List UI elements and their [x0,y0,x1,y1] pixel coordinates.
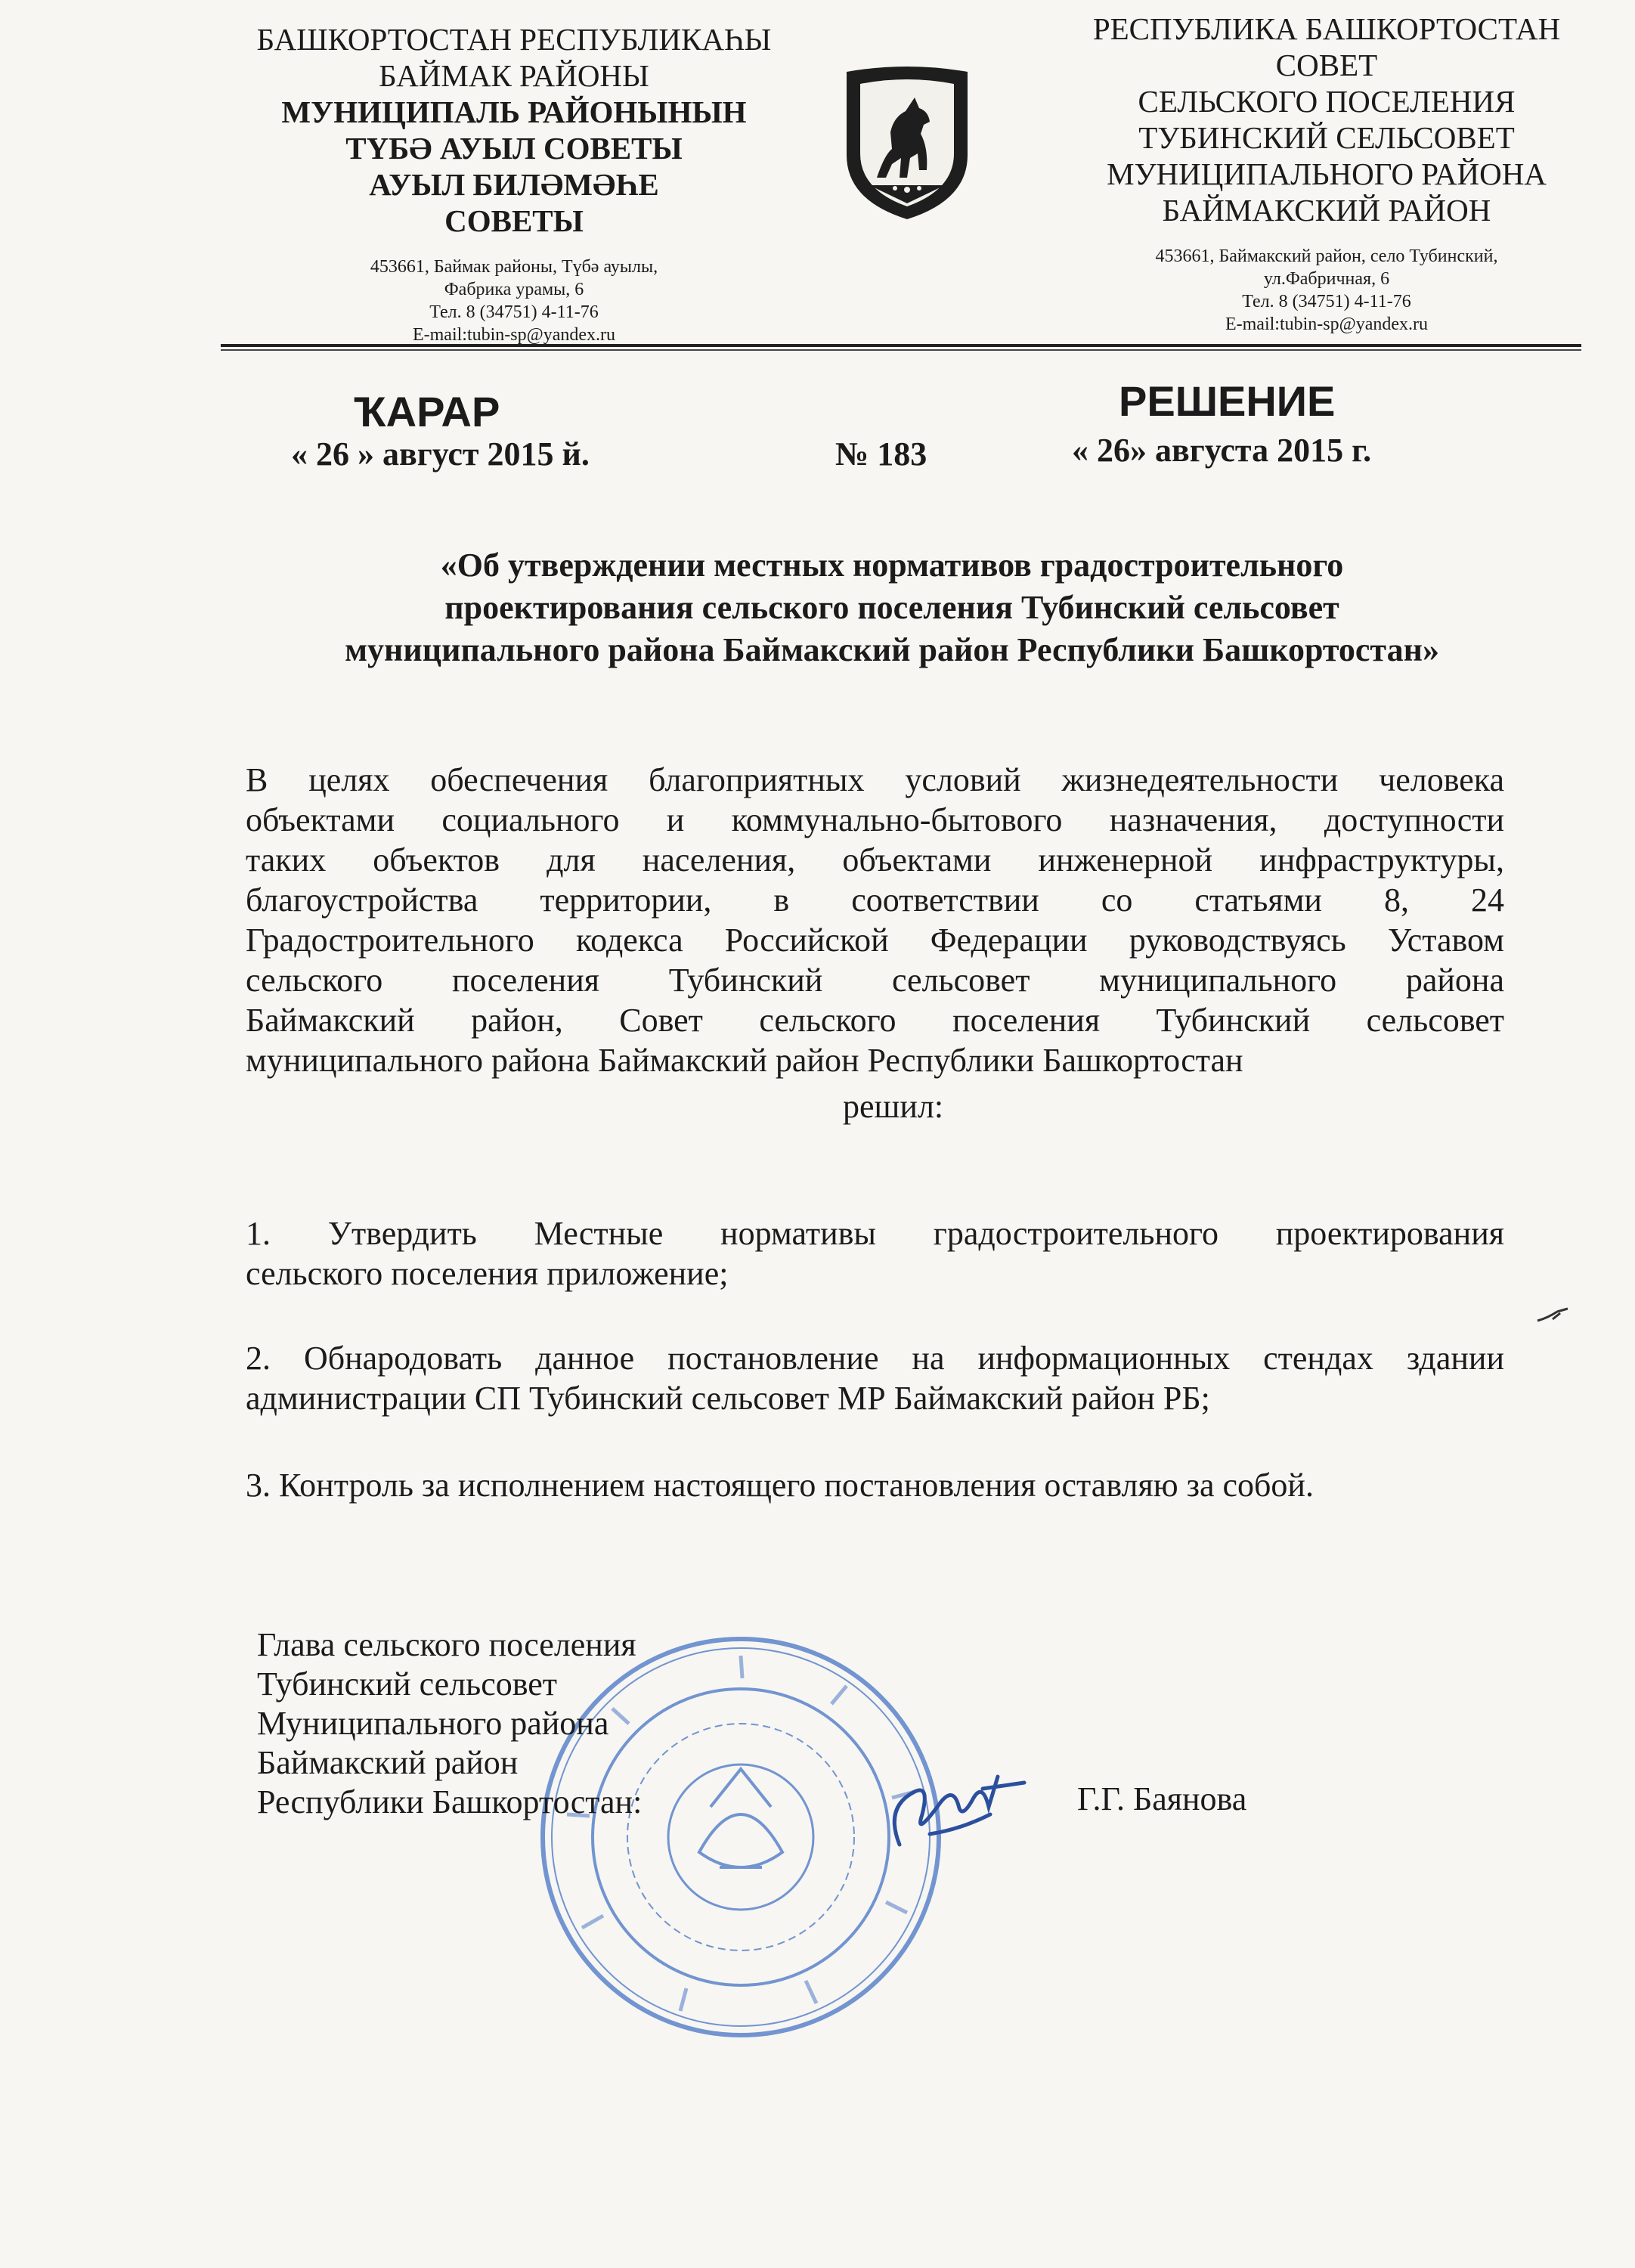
document-title [227,544,1557,671]
address-line: 453661, Баймакский район, село Тубинский, [1155,246,1498,266]
header-right-line: СЕЛЬСКОГО ПОСЕЛЕНИЯ [1138,84,1516,119]
coat-of-arms-icon [831,64,983,223]
header-left-line: АУЫЛ БИЛӘМӘҺЕ [369,167,659,202]
header-left-line: ТҮБӘ АУЫЛ СОВЕТЫ [345,131,683,166]
address-line: Фабрика урамы, 6 [444,280,584,299]
header-divider [221,344,1581,347]
signer-title-line: Республики Башкортостан: [257,1783,643,1820]
decision-date-bashkir: « 26 » август 2015 й. [291,435,590,472]
resolved-word: решил: [843,1088,944,1125]
address-line: 453661, Баймак районы, Түбә ауылы, [370,257,658,277]
decision-date-russian: « 26» августа 2015 г. [1072,432,1372,469]
intro-paragraph [246,760,1504,1080]
resolution-item [246,1213,1504,1294]
signer-name: Г.Г. Баянова [1077,1780,1247,1817]
header-right-line: РЕСПУБЛИКА БАШКОРТОСТАН [1092,11,1561,46]
address-line: E-mail:tubin-sp@yandex.ru [1225,314,1429,334]
resolution-item [246,1465,1504,1505]
title-line: «Об утверждении местных нормативов градостроительного [440,547,1344,584]
header-right-line: СОВЕТ [1275,48,1378,82]
decision-number: № 183 [835,435,927,472]
address-line: Тел. 8 (34751) 4-11-76 [429,302,599,322]
decision-word-bashkir: ҠАРАР [354,388,500,435]
paragraph-line: таких объектов для населения, объектами инженерной инфраструктуры, [246,841,1504,878]
item-line: администрации СП Тубинский сельсовет МР Баймакский район РБ; [246,1380,1210,1417]
signer-title-line: Тубинский сельсовет [257,1665,558,1703]
resolution-item [246,1338,1504,1418]
header-divider-thin [221,349,1581,351]
paragraph-line: Градостроительного кодекса Российской Федерации руководствуясь Уставом [246,922,1504,959]
title-line: муниципального района Баймакский район Республики Башкортостан» [345,631,1439,668]
paragraph-line: объектами социального и коммунально-бытового назначения, доступности [246,801,1504,838]
decision-word-russian: РЕШЕНИЕ [1119,377,1336,425]
item-line: 1. Утвердить Местные нормативы градостроительного проектирования [246,1215,1504,1252]
address-line: E-mail:tubin-sp@yandex.ru [412,325,616,345]
paragraph-line: Баймакский район, Совет сельского поселения Тубинский сельсовет [246,1002,1504,1039]
header-left-line: БАШКОРТОСТАН РЕСПУБЛИКАҺЫ [256,22,772,57]
header-left-block [227,21,801,346]
paragraph-line: муниципального района Баймакский район Республики Башкортостан [246,1042,1243,1079]
signer-title-line: Муниципального района [257,1705,609,1742]
address-line: ул.Фабричная, 6 [1263,269,1390,289]
header-left-address [227,256,801,346]
item-line: 3. Контроль за исполнением настоящего постановления оставляю за собой. [246,1467,1314,1504]
header-left-line: БАЙМАК РАЙОНЫ [379,58,649,93]
paragraph-line: В целях обеспечения благоприятных условий жизнедеятельности человека [246,761,1504,798]
signature-block [257,1625,642,1822]
header-right-line: ТУБИНСКИЙ СЕЛЬСОВЕТ [1138,120,1515,155]
signer-title-line: Баймакский район [257,1744,519,1781]
header-right-block [1054,11,1599,336]
scan-mark-icon [1534,1304,1572,1327]
signer-title-line: Глава сельского поселения [257,1626,636,1663]
header-right-line: БАЙМАКСКИЙ РАЙОН [1162,193,1491,228]
header-right-address [1054,245,1599,336]
header-left-line: СОВЕТЫ [444,203,584,238]
address-line: Тел. 8 (34751) 4-11-76 [1242,292,1411,311]
paragraph-line: благоустройства территории, в соответствии со статьями 8, 24 [246,881,1504,919]
header-right-line: МУНИЦИПАЛЬНОГО РАЙОНА [1107,156,1547,191]
header-left-line: МУНИЦИПАЛЬ РАЙОНЫНЫН [281,94,747,129]
item-line: 2. Обнародовать данное постановление на информационных стендах здании [246,1340,1504,1377]
paragraph-line: сельского поселения Тубинский сельсовет муниципального района [246,962,1504,999]
handwritten-signature-icon [869,1761,1043,1860]
item-line: сельского поселения приложение; [246,1255,729,1292]
title-line: проектирования сельского поселения Тубинский сельсовет [444,589,1339,626]
